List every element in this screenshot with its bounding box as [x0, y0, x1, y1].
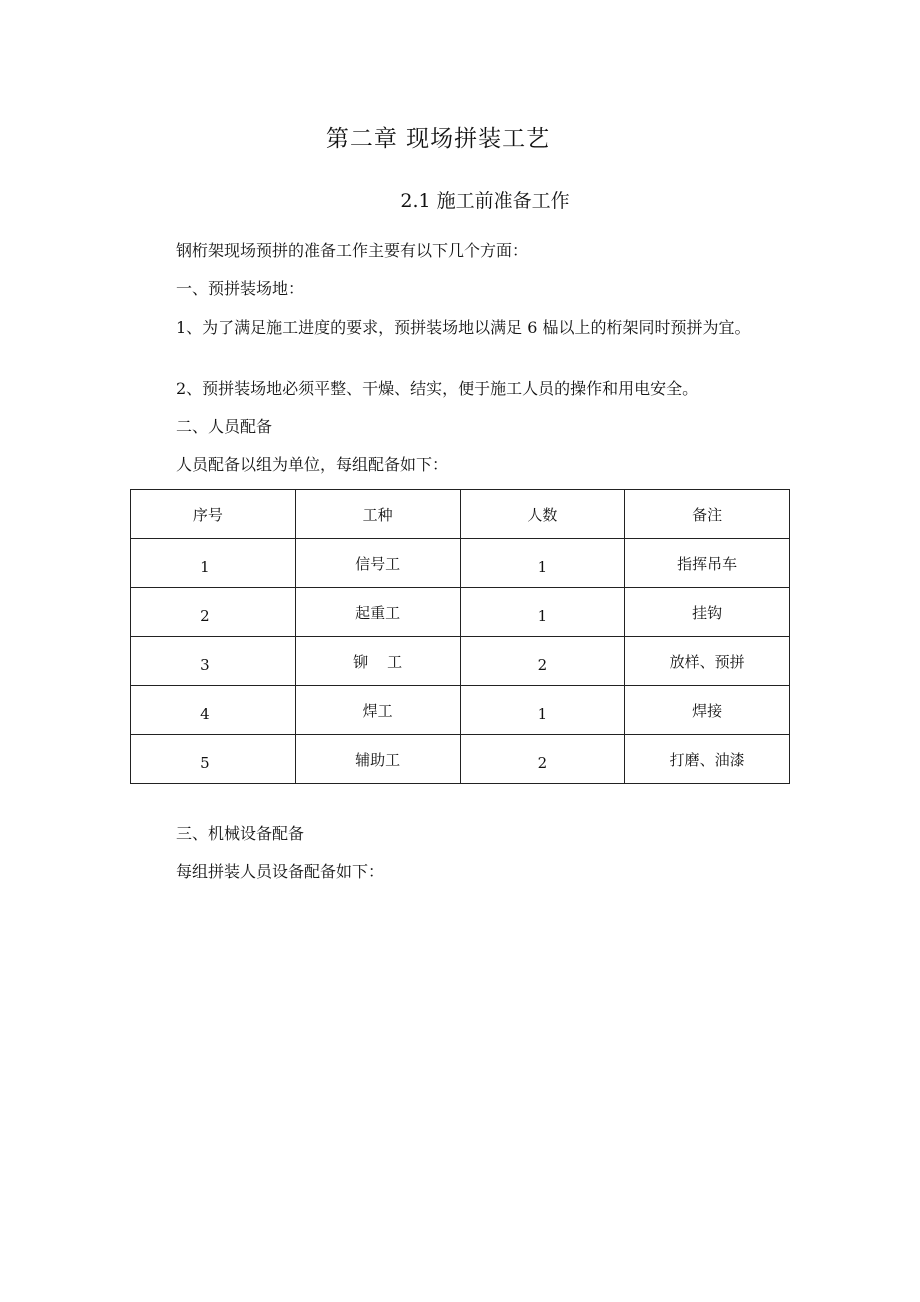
- header-index: 序号: [131, 490, 296, 539]
- cell-note: 打磨、油漆: [625, 735, 790, 784]
- paragraph-staff-intro: 人员配备以组为单位，每组配备如下：: [176, 455, 449, 474]
- table-row: [131, 735, 790, 784]
- cell-note: 焊接: [625, 686, 790, 735]
- cell-count: 2: [460, 735, 625, 784]
- chapter-title: 第二章 现场拼装工艺: [325, 126, 551, 152]
- staff-table: [130, 489, 790, 784]
- cell-count: 2: [460, 637, 625, 686]
- paragraph-intro: 钢桁架现场预拼的准备工作主要有以下几个方面：: [176, 241, 529, 260]
- table-header-row: [131, 490, 790, 539]
- cell-index: 2: [131, 588, 296, 637]
- table-row: [131, 539, 790, 588]
- paragraph-site-2: 2、预拼装场地必须平整、干燥、结实，便于施工人员的操作和用电安全。: [176, 379, 699, 398]
- heading-equipment: 三、机械设备配备: [176, 824, 305, 843]
- heading-site: 一、预拼装场地：: [176, 279, 305, 298]
- cell-note: 挂钩: [625, 588, 790, 637]
- cell-note: 指挥吊车: [625, 539, 790, 588]
- cell-index: 5: [131, 735, 296, 784]
- table-row: [131, 686, 790, 735]
- header-trade: 工种: [295, 490, 460, 539]
- cell-trade: 铆 工: [295, 637, 460, 686]
- section-title: 2.1 施工前准备工作: [400, 190, 570, 212]
- cell-note: 放样、预拼: [625, 637, 790, 686]
- header-count: 人数: [460, 490, 625, 539]
- table-row: [131, 637, 790, 686]
- cell-count: 1: [460, 588, 625, 637]
- cell-trade: 辅助工: [295, 735, 460, 784]
- cell-index: 3: [131, 637, 296, 686]
- heading-staff: 二、人员配备: [176, 417, 273, 436]
- paragraph-site-1: 1、为了满足施工进度的要求，预拼装场地以满足 6 榀以上的桁架同时预拼为宜。: [176, 318, 751, 337]
- cell-count: 1: [460, 539, 625, 588]
- cell-trade: 焊工: [295, 686, 460, 735]
- table-row: [131, 588, 790, 637]
- header-note: 备注: [625, 490, 790, 539]
- cell-index: 4: [131, 686, 296, 735]
- paragraph-equipment-intro: 每组拼装人员设备配备如下：: [176, 862, 385, 881]
- cell-index: 1: [131, 539, 296, 588]
- cell-trade: 起重工: [295, 588, 460, 637]
- cell-count: 1: [460, 686, 625, 735]
- cell-trade: 信号工: [295, 539, 460, 588]
